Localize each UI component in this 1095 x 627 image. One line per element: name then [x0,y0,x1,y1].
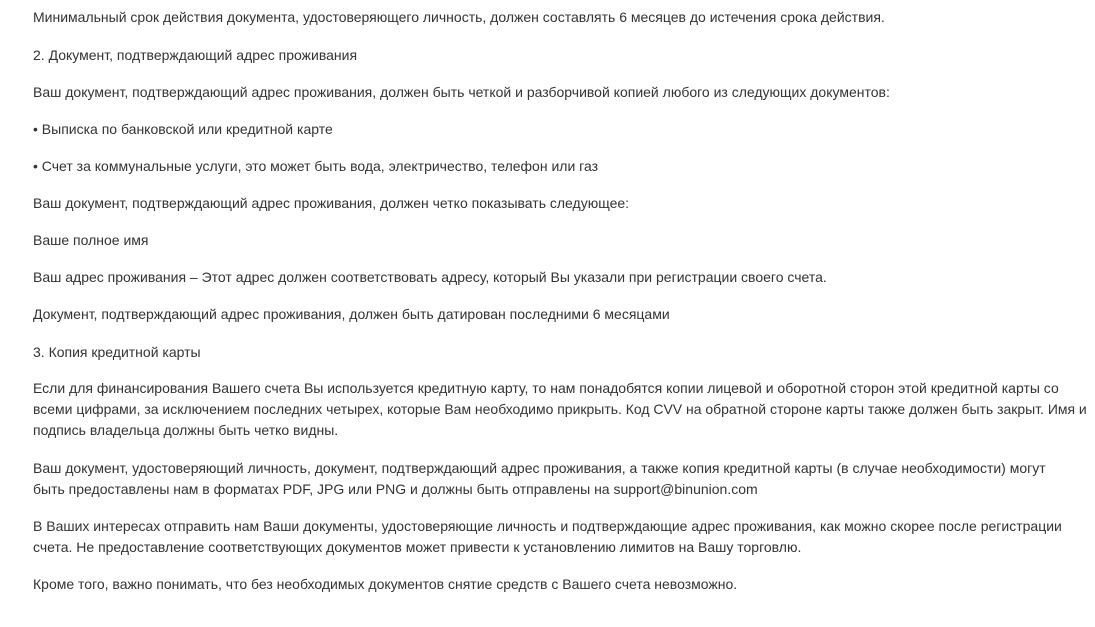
credit-card-para-line-1: Если для финансирования Вашего счета Вы используется кредитную карту, то нам понадобятся копии лицевой и оборотной сторон этой кредитной карты со [33,380,1059,396]
interest-para-line-2: счета. Не предоставление соответствующих документов может привести к установлению лимитов на Вашу торговлю. [33,539,802,555]
credit-card-para-line-3: подпись владельца должны быть четко видны. [33,422,339,438]
section-2-intro: Ваш документ, подтверждающий адрес проживания, должен быть четкой и разборчивой копией любого из следующих документов: [33,84,890,100]
requirement-full-name: Ваше полное имя [33,232,149,248]
bullet-bank-statement: • Выписка по банковской или кредитной карте [33,121,333,137]
section-3-title: 3. Копия кредитной карты [33,344,201,360]
bullet-utility-bill: • Счет за коммунальные услуги, это может быть вода, электричество, телефон или газ [33,158,599,174]
section-2-requirements-intro: Ваш документ, подтверждающий адрес проживания, должен четко показывать следующее: [33,195,630,211]
withdrawal-note: Кроме того, важно понимать, что без необходимых документов снятие средств с Вашего счета невозможно. [33,576,738,592]
interest-para-line-1: В Ваших интересах отправить нам Ваши документы, удостоверяющие личность и подтверждающие адрес проживания, как можно скорее после регистрации [33,518,1062,534]
formats-para-line-2: быть предоставлены нам в форматах PDF, JPG или PNG и должны быть отправлены на support@binunion.com [33,481,758,497]
requirement-address: Ваш адрес проживания – Этот адрес должен соответствовать адресу, который Вы указали при регистрации своего счета. [33,269,827,285]
credit-card-para-line-2: всеми цифрами, за исключением последних четырех, которые Вам необходимо прикрыть. Код CVV на обратной стороне карты также должен быть закрыт. Имя и [33,401,1087,417]
requirement-date: Документ, подтверждающий адрес проживания, должен быть датирован последними 6 месяцами [33,306,670,322]
section-2-title: 2. Документ, подтверждающий адрес проживания [33,47,358,63]
id-validity-text: Минимальный срок действия документа, удостоверяющего личность, должен составлять 6 месяцев до истечения срока действия. [33,9,885,25]
formats-para-line-1: Ваш документ, удостоверяющий личность, документ, подтверждающий адрес проживания, а также копия кредитной карты (в случае необходимости) могут [33,460,1046,476]
